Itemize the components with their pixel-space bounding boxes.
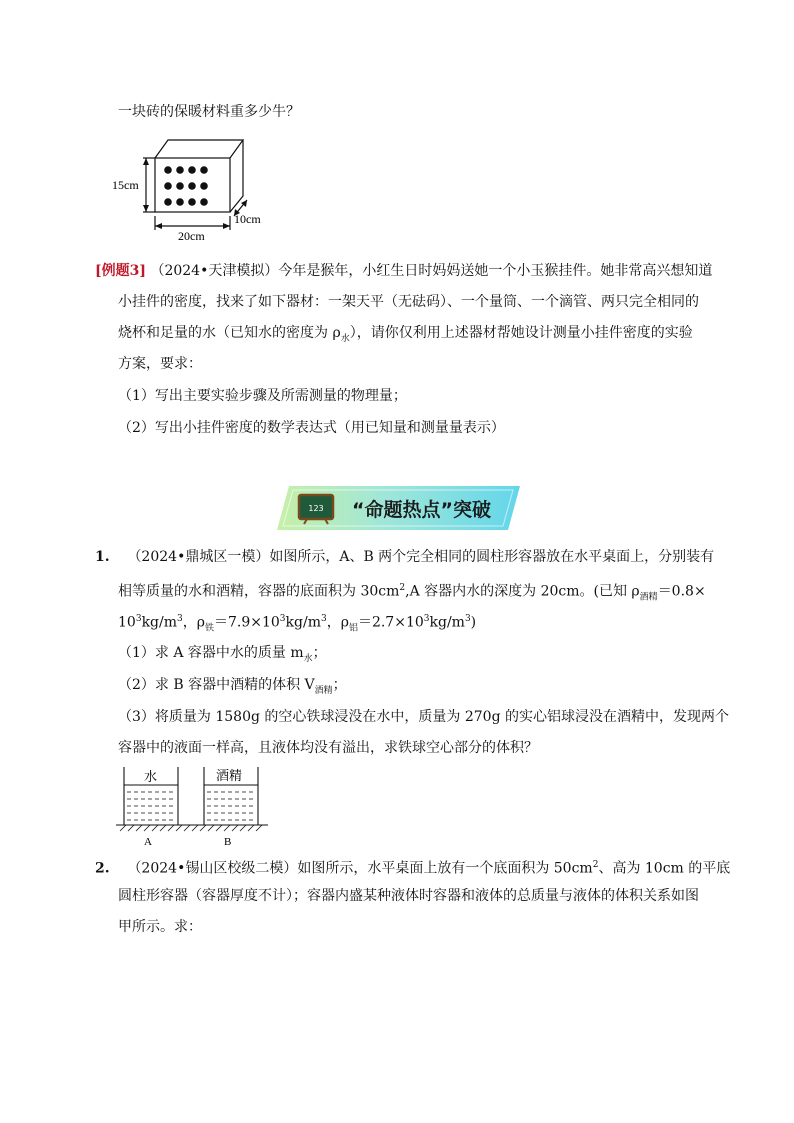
banner-title: “命题热点”突破 bbox=[352, 499, 491, 521]
brick-height-label: 15cm bbox=[112, 178, 139, 192]
q1-sub1: （1）求 A 容器中水的质量 $m_水$； bbox=[118, 645, 327, 664]
q1-sub3-line1: （3）将质量为 1580g 的空心铁球浸没在水中，质量为 270g 的实心铝球浸没在酒精中，发现两个 bbox=[118, 709, 729, 725]
q1-line3: $10^3kg/m^3$，$\rho_铁=7.9\times 10^3kg/m^3$，$\rho_铝=2.7\times 10^3kg/m^3$) bbox=[118, 614, 477, 634]
containers-figure bbox=[112, 765, 272, 849]
example3-req1: （1）写出主要实验步骤及所需测量的物理量； bbox=[118, 388, 407, 404]
q1-line1: 1. （2024•鼎城区一模）如图所示，A、B 两个完全相同的圆柱形容器放在水平桌面上，分别装有 bbox=[95, 549, 715, 565]
q1-number: 1. bbox=[95, 549, 110, 565]
brick-figure bbox=[110, 130, 280, 245]
label-alcohol: 酒精 bbox=[216, 769, 243, 784]
example-tag: [例题3] bbox=[95, 263, 146, 279]
example-source: （2024•天津模拟） bbox=[150, 263, 279, 279]
svg-text:123: 123 bbox=[308, 504, 324, 513]
example3-line1: [例题3] （2024•天津模拟）今年是猴年，小红生日时妈妈送她一个小玉猴挂件。她非常高兴想知道 bbox=[95, 263, 713, 279]
q1-line2: 相等质量的水和酒精，容器的底面积为 $30cm^2,A$ 容器内水的深度为 20cm。(已知 $\rho_{酒精}=0.8\times$ bbox=[118, 583, 706, 603]
q2-line1: 2. （2024•锡山区校级二模）如图所示，水平桌面上放有一个底面积为 $50cm^2$、高为 10cm 的平底 bbox=[95, 860, 731, 877]
brick-width-label: 20cm bbox=[178, 229, 205, 243]
example3-line3: 烧杯和足量的水（已知水的密度为 $\rho_水$），请你仅利用上述器材帮她设计测量小挂件密度的实验 bbox=[118, 325, 693, 344]
label-b: B bbox=[224, 836, 232, 848]
example3-req2: （2）写出小挂件密度的数学表达式（用已知量和测量量表示） bbox=[118, 420, 505, 436]
q1-sub3-line2: 容器中的液面一样高，且液体均没有溢出，求铁球空心部分的体积？ bbox=[118, 740, 538, 756]
section-banner bbox=[277, 482, 520, 534]
q2-line2: 圆柱形容器（容器厚度不计）；容器内盛某种液体时容器和液体的总质量与液体的体积关系如图 bbox=[118, 888, 699, 904]
example3-line4: 方案，要求： bbox=[118, 356, 202, 372]
chalkboard-icon bbox=[299, 495, 333, 524]
q2-number: 2. bbox=[95, 860, 110, 877]
brick-depth-label: 10cm bbox=[234, 212, 261, 226]
example3-line2: 小挂件的密度，找来了如下器材：一架天平（无砝码）、一个量筒、一个滴管、两只完全相同的 bbox=[118, 294, 699, 310]
label-water: 水 bbox=[144, 770, 158, 785]
q1-sub2: （2）求 B 容器中酒精的体积 $V_{酒精}$； bbox=[118, 677, 347, 696]
brick-holes bbox=[164, 166, 208, 206]
intro-question: 一块砖的保暖材料重多少牛？ bbox=[118, 104, 300, 120]
q2-line3: 甲所示。求： bbox=[118, 919, 202, 935]
label-a: A bbox=[144, 836, 152, 848]
